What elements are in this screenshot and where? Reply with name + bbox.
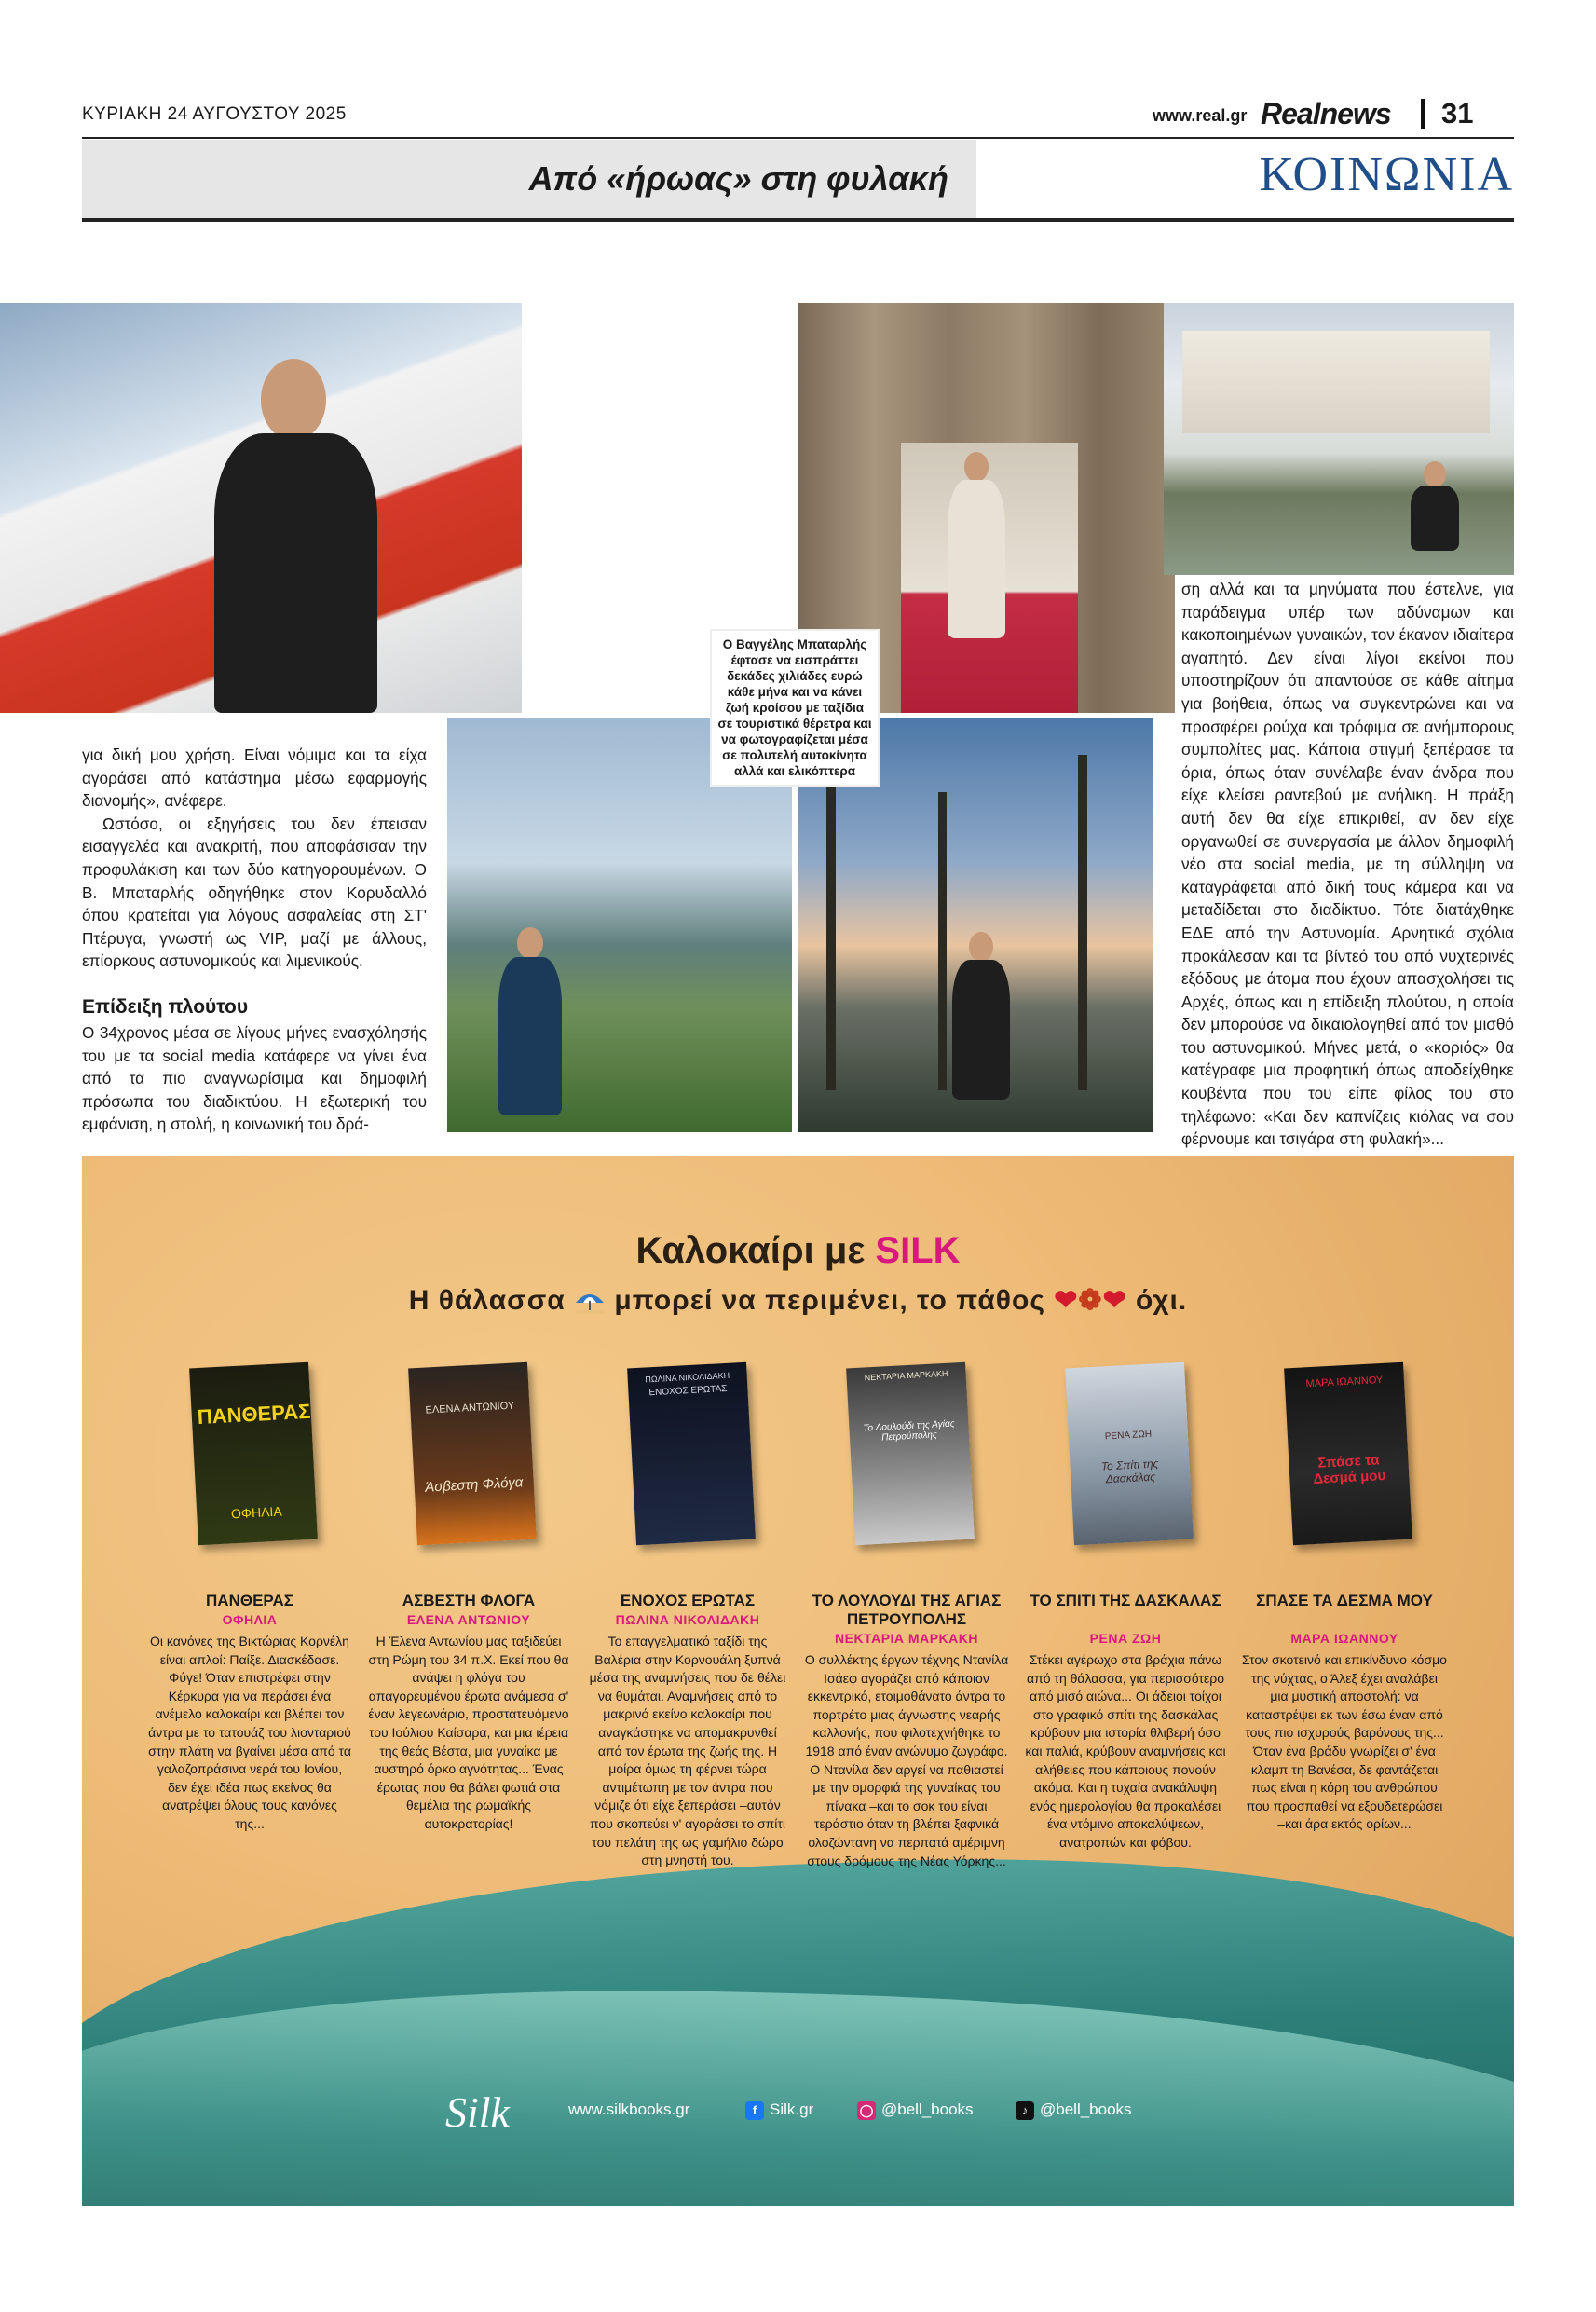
facebook-handle: Silk.gr [770, 2100, 814, 2118]
website-link[interactable]: www.silkbooks.gr [568, 2100, 690, 2118]
beach-umbrella-icon [574, 1290, 606, 1314]
ad-footer [82, 2087, 1514, 2143]
cover-author: ΠΩΛΙΝΑ ΝΙΚΟΛΙΔΑΚΗ [645, 1370, 730, 1385]
facebook-link[interactable] [745, 2100, 813, 2120]
book-title: ΤΟ ΛΟΥΛΟΥΔΙ ΤΗΣ ΑΓΙΑΣ ΠΕΤΡΟΥΠΟΛΗΣ [812, 1592, 1002, 1628]
book-description: Ο συλλέκτης έργων τέχνης Ντανίλα Ισάεφ αγοράζει από κάποιον εκκεντρικό, ετοιμοθάνατο άντρα το πορτρέτο μιας άγνωστης νεαρής καλλονής, που φιλοτεχνήθηκε το 1918 από έναν ανώνυμο ζωγράφο. Ο Ντανίλα δεν αργεί να παθιαστεί με την ομορφιά της γυναίκας του πίνακα –και το σοκ του είναι τεράστιο όταν τη βλέπει ξαφνικά ολοζώντανη να περπατά αμέριμνη στους δρόμους της Νέας Υόρκης... [804, 1652, 1009, 1868]
book-description: Το επαγγελματικό ταξίδι της Βαλέρια στην Κορνουάλη ξυπνά μέσα της αναμνήσεις που δε θέλει να θυμάται. Αναμνήσεις από το μακρινό εκείνο καλοκαίρι που αναγκάστηκε να απομακρυνθεί από τον έρωτα της ζωής της. Η μοίρα όμως τη φέρνει τώρα αντιμέτωπη με τον άντρα που νόμιζε ότι είχε ξεπεράσει –αυτόν που σκοπεύει ν' αγοράσει το σπίτι του πελάτη της ως γαμήλιο δώρο στη μνηστή του. [589, 1634, 786, 1868]
silk-logo: Silk [445, 2088, 510, 2136]
palm-trunk [1078, 755, 1087, 1090]
palm-trunk [826, 773, 836, 1090]
silk-advertisement [82, 1156, 1514, 2206]
book-cover-spase-ta-desma[interactable] [1284, 1362, 1412, 1545]
ad-title [82, 1230, 1514, 1272]
tiktok-link[interactable] [1016, 2100, 1132, 2120]
paragraph: για δική μου χρήση. Είναι νόμιμα και τα είχα αγοράσει από κατάστημα μέσω εφαρμογής διανομής», ανέφερε. [82, 746, 427, 811]
book-cover-spiti-daskalas[interactable] [1065, 1362, 1194, 1545]
book-title: ΕΝΟΧΟΣ ΕΡΩΤΑΣ [620, 1592, 756, 1609]
book-author: ΕΛΕΝΑ ΑΝΤΩΝΙΟΥ [406, 1612, 531, 1627]
cover-title: Το Σπίτι της Δασκάλας [1100, 1457, 1159, 1486]
page-number: 31 [1441, 97, 1474, 130]
heart-icon: ❤ [1102, 1285, 1127, 1316]
cover-title: ΠΑΝΘΕΡΑΣ [197, 1399, 311, 1430]
facebook-icon: f [745, 2101, 764, 2120]
photo-helicopter [0, 303, 522, 713]
book-cover-panthera[interactable] [189, 1362, 318, 1545]
ad-subtitle [82, 1284, 1514, 1317]
cover-title: Το Λουλούδι της Αγίας Πετρούπολης [863, 1418, 955, 1443]
article-column-3 [1181, 578, 1514, 1151]
paragraph: Ωστόσο, οι εξηγήσεις του δεν έπεισαν εισαγγελέα και ανακριτή, που αποφάσισαν την προφυλάκιση και των δύο κατηγορουμένων. Ο Β. Μπαταρλής οδηγήθηκε στον Κορυδαλλό όπου κρατείται για λόγους ασφαλείας στη ΣΤ' Πτέρυγα, γνωστή ως VIP, μαζί με άλλους, επίορκους αστυνομικούς και λιμενικούς. [82, 814, 427, 971]
cover-title: ΕΝΟΧΟΣ ΕΡΩΤΑΣ [648, 1383, 728, 1399]
section-title: ΚΟΙΝΩΝΙΑ [1259, 148, 1514, 201]
cover-author: ΕΛΕΝΑ ΑΝΤΩΝΙΟΥ [425, 1400, 515, 1416]
book-author: ΜΑΡΑ ΙΩΑΝΝΟΥ [1290, 1631, 1398, 1646]
ad-subtitle-part: όχι. [1136, 1285, 1188, 1316]
header-rule [82, 137, 1514, 139]
book-description: Οι κανόνες της Βικτώριας Κορνέλη είναι απλοί: Παίξε. Διασκέδασε. Φύγε! Όταν επιστρέφει στην Κέρκυρα για να περάσει ένα ανέμελο καλοκαίρι και βλέπει τον άντρα με το τατουάζ του λιονταριού στην πλάτη να βγαίνει μέσα από τα γαλαζοπράσινα νερά του Ιονίου, δεν έχει ιδέα πως εκείνος θα ανατρέψει όλους τους κανόνες της... [148, 1634, 351, 1831]
cover-author: ΜΑΡΑ ΙΩΑΝΝΟΥ [1305, 1374, 1384, 1390]
ad-brand: SILK [875, 1230, 961, 1271]
book-author: ΟΦΗΛΙΑ [222, 1612, 278, 1627]
book-title: ΠΑΝΘΕΡΑΣ [206, 1592, 293, 1609]
book-description: Στέκει αγέρωχο στα βράχια πάνω από τη θάλασσα, για περισσότερο από μισό αιώνα... Οι άδειοι τοίχοι στο γραφικό σπίτι της δασκάλας κρύβουν μια ιστορία θλιβερή όσο και παλιά, κρύβουν αναμνήσεις και αλήθειες που κάποιους πονούν ακόμα. Και η τυχαία ανακάλυψη ενός ημερολογίου θα προκαλέσει ένα ντόμινο αποκαλύψεων, ανατροπών και φόβου. [1025, 1652, 1226, 1850]
instagram-link[interactable] [857, 2100, 974, 2120]
photo-chateau [1164, 303, 1514, 575]
cover-author: ΟΦΗΛΙΑ [230, 1503, 283, 1522]
instagram-icon: ◯ [857, 2101, 876, 2120]
cover-title: Άσβεστη Φλόγα [424, 1474, 524, 1496]
book-cover-asvesti-floga[interactable] [408, 1362, 537, 1545]
book-cover-enoxos-erotas[interactable] [627, 1362, 756, 1545]
cover-author: ΝΕΚΤΑΡΙΑ ΜΑΡΚΑΚΗ [864, 1368, 948, 1383]
book-author: ΡΕΝΑ ΖΩΗ [1089, 1631, 1162, 1646]
headline-rule [82, 218, 1514, 222]
header-divider [1421, 99, 1425, 129]
heart-icon: ❤ [1054, 1285, 1079, 1316]
ad-title-text: Καλοκαίρι με [635, 1230, 876, 1271]
brand-logo: Realnews [1261, 97, 1391, 130]
book-author: ΝΕΚΤΑΡΙΑ ΜΑΡΚΑΚΗ [835, 1631, 978, 1646]
tiktok-handle: @bell_books [1040, 2100, 1132, 2118]
ad-subtitle-part: Η θάλασσα [408, 1285, 566, 1316]
paragraph: Ο 34χρονος μέσα σε λίγους μήνες ενασχόλησής του με τα social media κατάφερε να γίνει ένα από τα πιο αναγνωρίσιμα και δημοφιλή πρόσωπα του διαδικτύου. Η εξωτερική του εμφάνιση, η στολή, η κοινωνική του δρά- [82, 1023, 427, 1134]
chateau-building [1182, 331, 1490, 433]
headline: Από «ήρωας» στη φυλακή [528, 159, 948, 198]
book-cover-louloudi[interactable] [846, 1362, 975, 1545]
cover-title: Σπάσε τα Δεσμά μου [1313, 1452, 1386, 1487]
chili-pepper-icon: ❁ [1078, 1285, 1103, 1316]
cover-author: ΡΕΝΑ ΖΩΗ [1104, 1429, 1153, 1443]
ad-subtitle-part: μπορεί να περιμένει, το πάθος [614, 1285, 1045, 1316]
palm-trunk [938, 792, 947, 1090]
subheading: Επίδειξη πλούτου [82, 996, 249, 1018]
instagram-handle: @bell_books [881, 2100, 974, 2118]
photo-caption: Ο Βαγγέλης Μπαταρλής έφτασε να εισπράττει δεκάδες χιλιάδες ευρώ κάθε μήνα και να κάνει ζωή κροίσου με ταξίδια σε τουριστικά θέρετρα και να φωτογραφίζεται μέσα σε πολυτελή αυτοκίνητα αλλά και ελικόπτερα [710, 629, 880, 787]
paragraph: ση αλλά και τα μηνύματα που έστελνε, για παράδειγμα υπέρ των αδύναμων και κακοποιημένων γυναικών, τον έκαναν ιδιαίτερα αγαπητό. Δεν είναι λίγοι εκείνοι που υποστηρίζουν ότι απαντούσε σε κάθε αίτημα για βοήθεια, όπως να συγκεντρώνει και να προσφέρει ρούχα και τρόφιμα σε ανήμπορους συμπολίτες μας. Κάποια στιγμή ξεπέρασε τα όρια, όπως όταν συνέλαβε έναν άνδρα που είχε κλείσει ραντεβού με ανήλικη. Η πράξη αυτή δεν θα είχε επικριθεί, αν δεν είχε οργανωθεί σε συνεργασία με άλλον δημοφιλή νέο στα social media, με τη σύλληψη να καταγράφεται από δική τους κάμερα και να μεταδίδεται στο διαδίκτυο. Τότε διατάχθηκε ΕΔΕ από την Αστυνομία. Αρνητικά σχόλια προκάλεσαν και τα βίντεό του από νυχτερινές εξόδους με άτομα που έχουν απασχολήσει τις Αρχές, όπως και η επίδειξη πλούτου, η οποία δεν μπορούσε να δικαιολογηθεί από τον μισθό του αστυνομικού. Μήνες μετά, ο «κοριός» θα κατέγραφε μια προφητική όπως αποδείχθηκε κουβέντα που του είπε φίλος του στο τηλέφωνο: «Και δεν καπνίζεις κιόλας να σου φέρνουμε και τσιγάρα στη φυλακή»... [1181, 580, 1514, 1149]
book-title: ΤΟ ΣΠΙΤΙ ΤΗΣ ΔΑΣΚΑΛΑΣ [1030, 1592, 1221, 1609]
book-title: ΑΣΒΕΣΤΗ ΦΛΟΓΑ [402, 1592, 536, 1609]
article-column-1 [82, 744, 427, 973]
tiktok-icon: ♪ [1016, 2101, 1034, 2120]
book-author: ΠΩΛΙΝΑ ΝΙΚΟΛΙΔΑΚΗ [615, 1612, 760, 1627]
book-description: Στον σκοτεινό και επικίνδυνο κόσμο της νύχτας, ο Άλεξ έχει αναλάβει μια μυστική αποστολή: να καταστρέψει εκ των έσω έναν από τους πιο ισχυρούς βαρόνους της... Όταν ένα βράδυ γνωρίζει σ' ένα κλαμπ τη Βανέσα, δε φαντάζεται πως είναι η κόρη του ανθρώπου που προσπαθεί να εξουδετερώσει –και άρα εκτός ορίων... [1242, 1652, 1447, 1832]
book-title: ΣΠΑΣΕ ΤΑ ΔΕΣΜΑ ΜΟΥ [1256, 1592, 1433, 1609]
book-description: Η Έλενα Αντωνίου μας ταξιδεύει στη Ρώμη του 34 π.Χ. Εκεί που θα ανάψει η φλόγα του απαγορευμένου έρωτα ανάμεσα σ' έναν λεγεωνάριο, προστατευόμενο του Ιούλιου Καίσαρα, και μια ιέρεια της θεάς Βέστα, μια γυναίκα με αυστηρό όρκο αγνότητας... Ένας έρωτας που θα βάλει φωτιά στα θεμέλια της ρωμαϊκής αυτοκρατορίας! [368, 1634, 569, 1831]
site-url[interactable]: www.real.gr [1153, 106, 1248, 125]
issue-date: ΚΥΡΙΑΚΗ 24 ΑΥΓΟΥΣΤΟΥ 2025 [82, 104, 347, 124]
article-column-1-lower [82, 995, 427, 1136]
